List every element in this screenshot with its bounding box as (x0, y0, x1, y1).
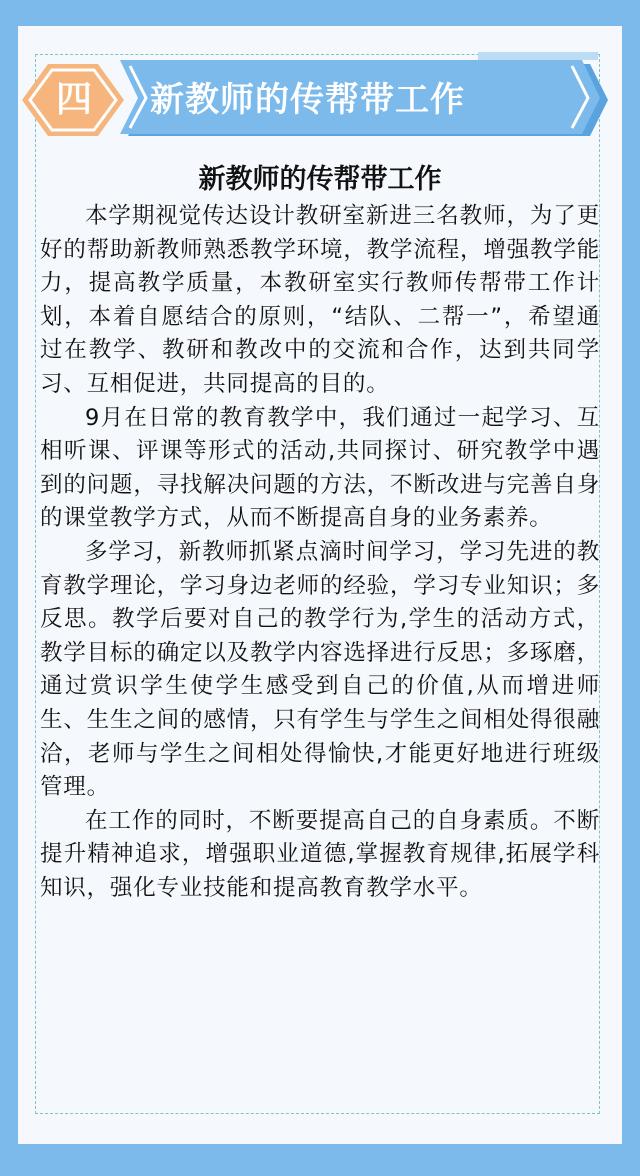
paragraph-3: 多学习，新教师抓紧点滴时间学习，学习先进的教育教学理论，学习身边老师的经验，学习专业知识；多反思。教学后要对自己的教学行为,学生的活动方式，教学目标的确定以及教学内容选择进行反思；多琢磨，通过赏识学生使学生感受到自己的价值,从而增进师生、生生之间的感情，只有学生与学生之间相处得很融洽，老师与学生之间相处得愉快,才能更好地进行班级管理。 (40, 538, 600, 801)
banner-tab-decoration (478, 52, 598, 60)
article-title: 新教师的传帮带工作 (198, 164, 442, 195)
paragraph-2: 9月在日常的教育教学中，我们通过一起学习、互相听课、评课等形式的活动,共同探讨、研究教学中遇到的问题，寻找解决问题的方法，不断改进与完善自身的课堂教学方式，从而不断提高自身的业务素养。 (40, 404, 600, 532)
section-number-badge: 四 (55, 79, 92, 120)
paragraph-4: 在工作的同时，不断要提高自己的自身素质。不断提升精神追求，增强职业道德,掌握教育规律,拓展学科知识，强化专业技能和提高教育教学水平。 (40, 807, 600, 901)
banner-title: 新教师的传帮带工作 (150, 80, 465, 120)
paragraph-1: 本学期视觉传达设计教研室新进三名教师，为了更好的帮助新教师熟悉教学环境，教学流程，增强教学能力，提高教学质量，本教研室实行教师传帮带工作计划，本着自愿结合的原则，“结队、二帮一”，希望通过在教学、教研和教改中的交流和合作，达到共同学习、互相促进，共同提高的目的。 (40, 203, 600, 397)
article (40, 160, 600, 905)
